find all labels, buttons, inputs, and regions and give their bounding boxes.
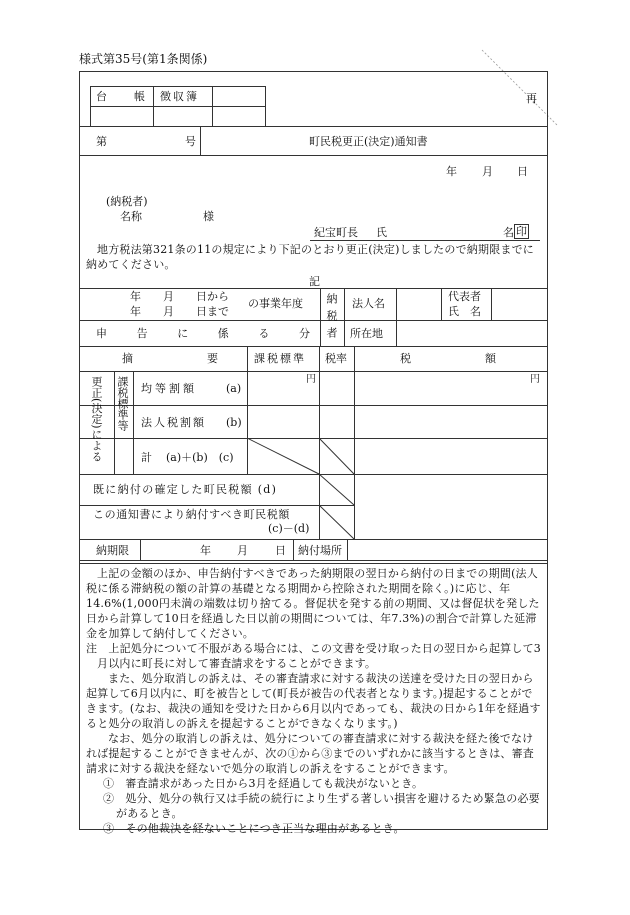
payer-column-label: 納税者 xyxy=(325,293,338,344)
basis-label: 課税標準等 xyxy=(116,376,129,431)
number-label: 第 xyxy=(96,135,107,148)
due-amount-formula: (c)－(d) xyxy=(268,522,310,535)
notice-title: 町民税更正(決定)通知書 xyxy=(309,135,428,148)
taxpayer-name-label: 名称 xyxy=(120,210,142,223)
row-total-code: (a)＋(b) (c) xyxy=(166,451,234,464)
ki-mark: 記 xyxy=(309,275,320,288)
payment-place-label: 納付場所 xyxy=(298,544,342,557)
head-summary-char-2: 要 xyxy=(207,352,218,365)
declaration-char-2: 告 xyxy=(136,327,148,340)
note-item-1: ① 審査請求があった日から3月を経過しても裁決がないとき。 xyxy=(103,777,424,790)
deadline-label: 納期限 xyxy=(96,544,129,557)
note-item-2: ② 処分、処分の執行又は手続の続行により生ずる著しい損害を避けるため緊急の必要があるとき。 xyxy=(103,792,540,820)
issuer-surname: 氏 xyxy=(376,226,387,239)
taxpayer-honorific: 様 xyxy=(203,210,214,223)
row-total-label: 計 xyxy=(141,451,152,464)
row-per-capita-label: 均等割額 xyxy=(141,382,197,395)
declaration-char-6: 分 xyxy=(298,327,310,340)
declaration-char-4: 係 xyxy=(217,327,229,340)
revision-label: 更正(決定)による xyxy=(90,376,103,462)
taxpayer-label: (納税者) xyxy=(106,195,148,208)
deadline-year: 年 xyxy=(200,544,211,557)
head-rate: 税率 xyxy=(325,352,347,365)
head-standard: 課税標準 xyxy=(254,352,306,365)
yen-amount: 円 xyxy=(530,374,540,385)
ledger-label-2: 帳 xyxy=(134,90,145,103)
intro-text: 地方税法第321条の11の規定により下記のとおり更正(決定)しましたので納期限までに納めてください。 xyxy=(86,243,534,271)
head-amount-char-2: 額 xyxy=(485,352,496,365)
declaration-char-1: 申 xyxy=(96,327,107,340)
seal-box: 印 xyxy=(516,225,527,238)
void-diagonals xyxy=(319,438,355,540)
date-year: 年 xyxy=(446,165,457,178)
head-amount-char-1: 税 xyxy=(400,352,411,365)
row-per-capita-code: (a) xyxy=(226,382,242,395)
declaration-label xyxy=(96,328,310,339)
note-item-3: ③ その他裁決を経ないことにつき正当な理由があるとき。 xyxy=(103,822,405,835)
date-day: 日 xyxy=(517,165,528,178)
ledger-label-1: 台 xyxy=(96,90,107,103)
note-exception: なお、処分の取消しの訴えは、処分についての審査請求に対する裁決を経た後でなければ提起することができませんが、次の①から③までのいずれかに該当するときは、審査請求に対する裁決を経ないで処分の取消しの訴えをすることができます。 xyxy=(86,732,534,775)
yen-standard: 円 xyxy=(306,374,316,385)
row-corp-tax-label: 法人税割額 xyxy=(141,416,206,429)
rep-label-2: 氏 名 xyxy=(448,305,481,318)
address-label: 所在地 xyxy=(350,327,383,340)
declaration-char-3: に xyxy=(177,327,189,340)
business-year-suffix: の事業年度 xyxy=(248,297,303,310)
reissue-mark: 再 xyxy=(526,92,537,105)
business-year-from: 年 月 日から xyxy=(130,290,229,303)
form-number: 様式第35号(第1条関係) xyxy=(79,52,208,66)
date-month: 月 xyxy=(482,165,493,178)
rep-label-1: 代表者 xyxy=(448,290,481,303)
ledger-label-3: 徴収簿 xyxy=(160,90,199,103)
business-year-to: 年 月 日まで xyxy=(130,305,229,318)
row-corp-tax-code: (b) xyxy=(226,416,242,429)
head-amount xyxy=(400,353,496,364)
note-late-fee: 上記の金額のほか、申告納付すべきであった納期限の翌日から納付の日までの期間(法人税に係る滞納税の額の計算の基礎となる期間から控除された期間を除く。)に応じ、年14.6%(1,000円未満の端数は切り捨てる。督促状を発する前の期間、又は督促状を発した日から計算して10日を経過した日以前の期間については、年7.3%)の割合で計算した延滞金を加算して納付してください。 xyxy=(86,567,540,640)
note-lawsuit: また、処分取消しの訴えは、その審査請求に対する裁決の送達を受けた日の翌日から起算して6月以内に、町を被告として(町長が被告の代表者となります。)提起することができます。(なお、裁決の通知を受けた日から6月以内であっても、裁決の日から1年を経過すると処分の取消しの訴えを提起することができなくなります。) xyxy=(86,672,541,730)
due-amount-label: この通知書により納付すべき町民税額 xyxy=(93,508,290,521)
head-summary xyxy=(122,353,218,364)
issuer-given: 名 xyxy=(503,226,514,239)
note-appeal: 注 上記処分について不服がある場合には、この文書を受け取った日の翌日から起算して3月以内に町長に対して審査請求をすることができます。 xyxy=(86,642,541,670)
paid-amount-label: 既に納付の確定した町民税額 (d) xyxy=(93,483,278,496)
number-suffix: 号 xyxy=(185,135,196,148)
deadline-day: 日 xyxy=(275,544,286,557)
deadline-month: 月 xyxy=(237,544,248,557)
standard-void-diagonal xyxy=(247,438,320,475)
head-summary-char-1: 摘 xyxy=(122,352,133,365)
corp-name-label: 法人名 xyxy=(352,297,385,310)
issuer-title: 紀宝町長 xyxy=(314,226,358,239)
declaration-char-5: る xyxy=(258,327,270,340)
notes-block xyxy=(86,566,541,836)
